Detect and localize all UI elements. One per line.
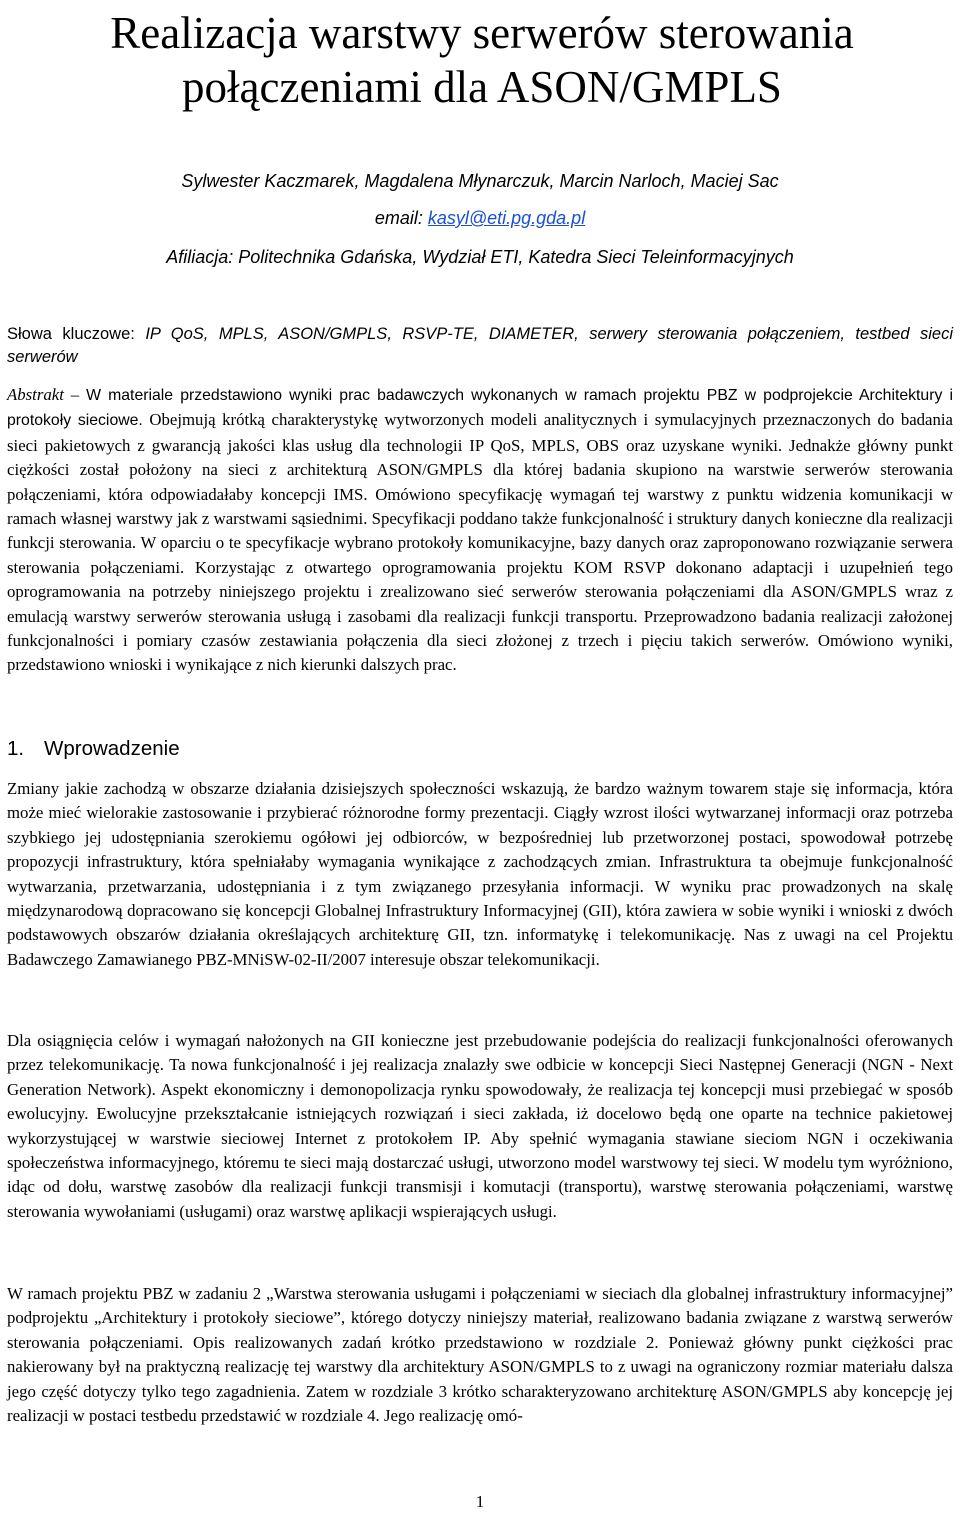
body-paragraph: W ramach projektu PBZ w zadaniu 2 „Warstwa sterowania usługami i połączeniami w sieciach dla globalnej infrastruktury informacyjnej” podprojektu „Architektury i protokoły sieciowe”, którego dotyczy niniejszy materiał, realizowano badania związane z warstwą serwerów sterowania połączeniami. Opis realizowanych zadań krótko przedstawiono w rozdziale 2. Ponieważ główny punkt ciężkości prac nakierowany był na praktyczną realizację tej warstwy dla architektury ASON/GMPLS to z uwagi na ograniczony rozmiar materiału dalsza jego część dotyczy tylko tego zagadnienia. Zatem w rozdziale 3 krótko scharakteryzowano architekturę ASON/GMPLS aby koncepcję jej realizacji w postaci testbedu przedstawić w rozdziale 4. Jego realizację omó- [7, 1284, 953, 1426]
paper-title: Realizacja warstwy serwerów sterowania połączeniami dla ASON/GMPLS [110, 8, 854, 112]
keywords-block [7, 323, 953, 369]
abstract [7, 383, 953, 678]
section-title: Wprowadzenie [44, 737, 180, 760]
abstract-body: Obejmują krótką charakterystykę wytworzonych modeli analitycznych i symulacyjnych przeznaczonych do badania sieci pakietowych z gwarancją jakości klas usług dla technologii IP QoS, MPLS, OBS oraz uzyskane wyniki. Jednakże główny punkt ciężkości został położony na sieci z architekturą ASON/GMPLS dla której badania skupiono na warstwie serwerów sterowania połączeniami, która odpowiadałaby koncepcji IMS. Omówiono specyfikację wymagań tej warstwy z punktu widzenia komunikacji w ramach własnej warstwy jak z warstwami sąsiednimi. Specyfikacji poddano także funkcjonalność i struktury danych konieczne dla realizacji funkcji sterowania. W oparciu o te specyfikacje wybrano protokoły komunikacyjne, bazy danych oraz zaproponowano rozwiązanie serwera sterowania połączeniami. Korzystając z otwartego oprogramowania projektu KOM RSVP dokonano adaptacji i uzupełnień tego oprogramowania na potrzeby niniejszego projektu i zrealizowano sieć serwerów sterowania połączeniami dla ASON/GMPLS wraz z emulacją warstwy serwerów sterowania usługą i zasobami dla realizacji funkcji transportu. Przeprowadzono badania realizacji założonej funkcjonalności i pomiary czasów zestawiania połączenia dla sieci złożonej z trzech i pięciu takich serwerów. Omówiono wyniki, przedstawiono wnioski i wynikające z nich kierunki dalszych prac. [7, 410, 953, 675]
section-heading [7, 736, 180, 762]
email-line [0, 207, 960, 229]
page-number: 1 [475, 1492, 485, 1511]
email-link[interactable]: kasyl@eti.pg.gda.pl [427, 208, 586, 228]
body-paragraph: Zmiany jakie zachodzą w obszarze działania dzisiejszych społeczności wskazują, że bardzo ważnym towarem staje się informacja, która może mieć wielorakie zastosowanie i przybierać różnorodne formy prezentacji. Ciągły wzrost ilości wytwarzanej informacji oraz potrzeba szybkiego jej udostępniania szerokiemu ogółowi jej odbiorców, w bezpośredniej lub przetworzonej postaci, spowodował potrzebę propozycji infrastruktury, która spełniałaby wymagania wynikające z zachodzących zmian. Infrastruktura ta obejmuje funkcjonalność wytwarzania, przetwarzania, udostępniania i z tym związanego przesyłania informacji. W wyniku prac prowadzonych na skalę międzynarodową dopracowano się koncepcji Globalnej Infrastruktury Informacyjnej (GII), która zawiera w sobie wyniki i wnioski z dwóch podstawowych obszarów działania określających architekturę GII, tzn. informatykę i telekomunikację. Nas z uwagi na cel Projektu Badawczego Zamawianego PBZ-MNiSW-02-II/2007 interesuje obszar telekomunikacji. [7, 779, 953, 969]
keywords-label: Słowa kluczowe: [7, 325, 146, 343]
affiliation: Afiliacja: Politechnika Gdańska, Wydział ETI, Katedra Sieci Teleinformacyjnych [166, 247, 794, 267]
section-number: 1. [7, 737, 25, 760]
abstract-label: Abstrakt – [7, 385, 87, 404]
keywords-list: IP QoS, MPLS, ASON/GMPLS, RSVP-TE, DIAMETER, serwery sterowania połączeniem, testbed sieci serwerów [7, 325, 953, 366]
abstract-lead: W materiale przedstawiono wyniki prac badawczych wykonanych w ramach projektu PBZ w podprojekcie Architektury i protokoły sieciowe. [7, 387, 953, 430]
author-list: Sylwester Kaczmarek, Magdalena Młynarczuk, Marcin Narloch, Maciej Sac [181, 171, 779, 191]
email-label: email: [374, 208, 428, 228]
body-paragraph: Dla osiągnięcia celów i wymagań nałożonych na GII konieczne jest przebudowanie podejścia do realizacji funkcjonalności oferowanych przez telekomunikację. Ta nowa funkcjonalność i jej realizacja znalazły swe odbicie w koncepcji Sieci Następnej Generacji (NGN - Next Generation Network). Aspekt ekonomiczny i demonopolizacja rynku spowodowały, że realizacja tej koncepcji musi przebiegać w sposób ewolucyjny. Ewolucyjne przekształcanie istniejących rozwiązań i sieci zakłada, iż docelowo będą one oparte na technice pakietowej wykorzystującej w warstwie sieciowej Internet z protokołem IP. Aby spełnić wymagania stawiane sieciom NGN i oczekiwania społeczeństwa informacyjnego, któremu te sieci mają dostarczać usługi, utworzono model warstwowy tej sieci. W modelu tym wyróżniono, idąc od dołu, warstwę zasobów dla realizacji funkcji transmisji i komutacji (transportu), warstwę sterowania połączeniami, warstwę sterowania wywołaniami (usługami) oraz warstwę aplikacji wspierających usługi. [7, 1031, 953, 1221]
